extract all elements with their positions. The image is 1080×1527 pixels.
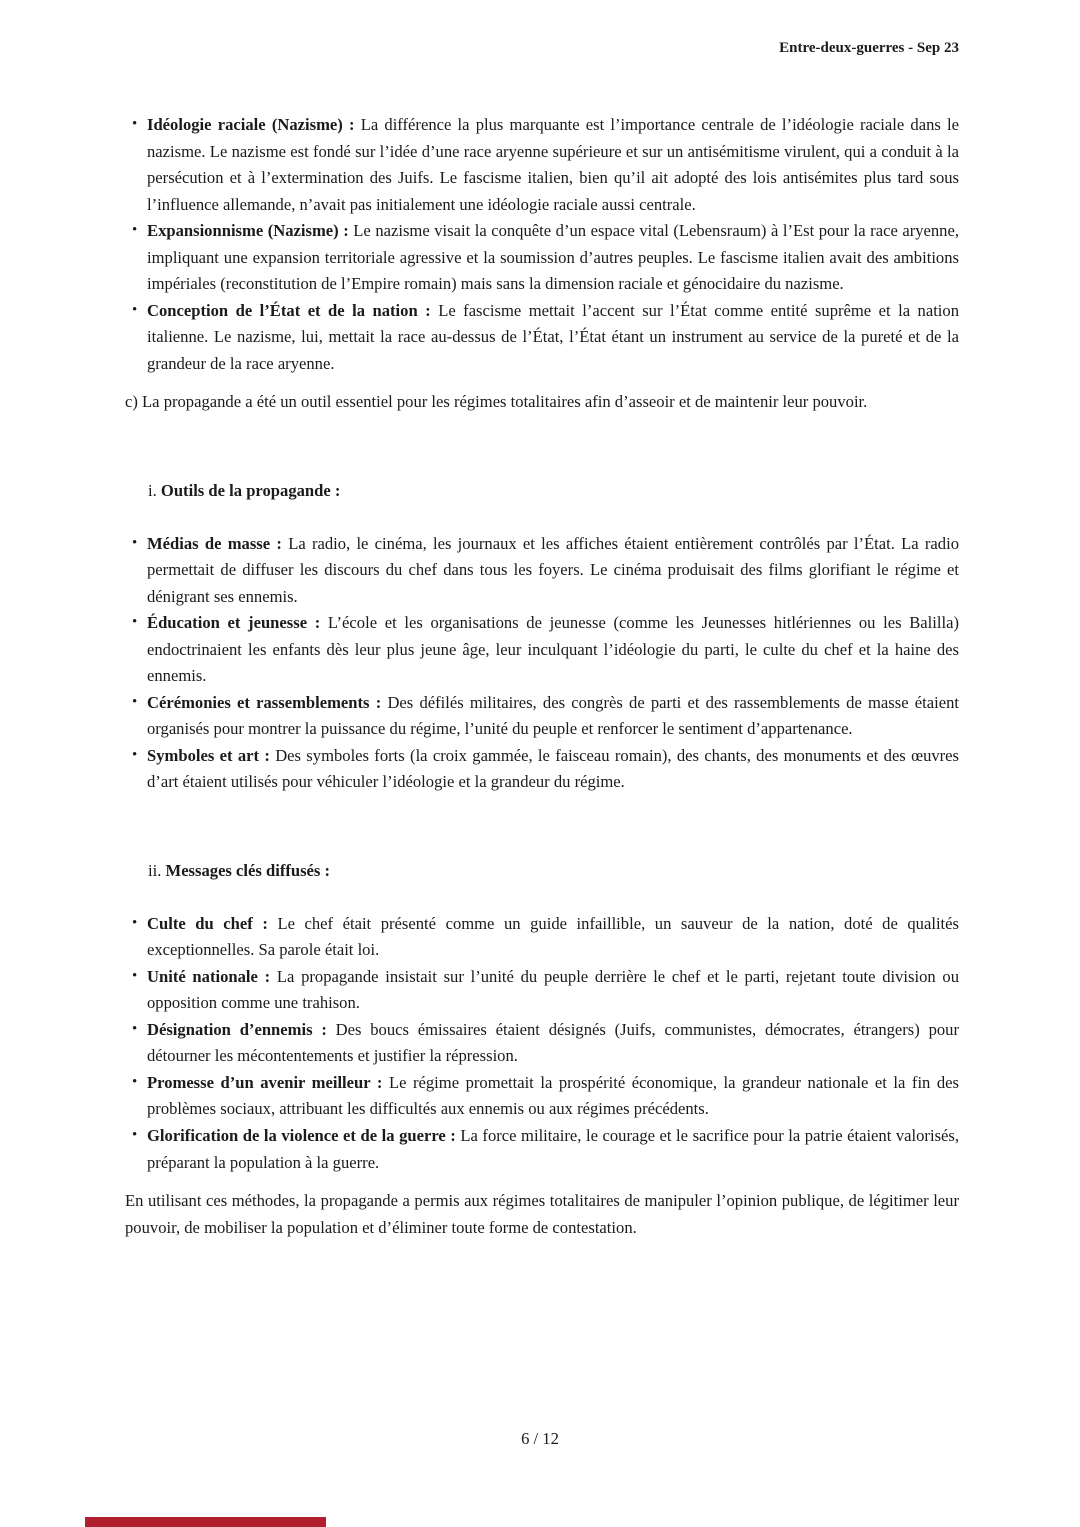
section-heading-ii [148, 858, 959, 885]
heading-title: Outils de la propagande : [160, 481, 341, 501]
item-lead: Expansionnisme (Nazisme) : [147, 221, 349, 241]
section-heading-i [148, 478, 959, 505]
list-item [147, 743, 959, 796]
list-item [147, 218, 959, 298]
item-lead: Conception de l’État et de la nation : [147, 300, 431, 320]
item-lead: Désignation d’ennemis : [147, 1019, 327, 1039]
heading-title: Messages clés diffusés : [165, 861, 331, 881]
list-item [147, 1017, 959, 1070]
item-lead: Unité nationale : [147, 966, 271, 986]
item-text: Le nazisme visait la conquête d’un espace vital (Lebensraum) à l’Est pour la race aryenne, impliquant une expansion territoriale agressive et la soumission d’autres peuples. Le fascisme italien avait des ambitions impériales (reconstitution de l’Empire romain) mais sans la dimension raciale et génocidaire du nazisme. [147, 221, 959, 294]
heading-numeral: i. [148, 481, 157, 501]
item-lead: Glorification de la violence et de la guerre : [147, 1125, 456, 1145]
running-header: Entre-deux-guerres - Sep 23 [779, 40, 959, 56]
list-item [147, 964, 959, 1017]
list-item [147, 112, 959, 218]
item-lead: Médias de masse : [147, 533, 282, 553]
page-number: 6 / 12 [521, 1429, 559, 1449]
item-text: La différence la plus marquante est l’importance centrale de l’idéologie raciale dans le nazisme. Le nazisme est fondé sur l’idée d’une race aryenne supérieure et sur un antisémitisme virulent, qui a conduit à la persécution et à l’extermination des Juifs. Le fascisme italien, bien qu’il ait adopté des lois antisémites plus tard sous l’influence allemande, n’avait pas initialement une idéologie raciale aussi centrale. [147, 115, 959, 214]
item-lead: Promesse d’un avenir meilleur : [147, 1072, 383, 1092]
item-text: Le régime promettait la prospérité économique, la grandeur nationale et la fin des problèmes sociaux, attribuant les difficultés aux ennemis ou aux régimes précédents. [147, 1072, 960, 1119]
bullet-list-outils [125, 531, 959, 796]
item-text: La radio, le cinéma, les journaux et les affiches étaient entièrement contrôlés par l’État. La radio permettait de diffuser les discours du chef dans tous les foyers. Le cinéma produisait des films glorifiant le régime et dénigrant ses ennemis. [147, 533, 960, 606]
document-content [125, 112, 959, 1241]
bullet-list-messages [125, 911, 959, 1176]
list-item [147, 690, 959, 743]
closing-paragraph: En utilisant ces méthodes, la propagande a permis aux régimes totalitaires de manipuler l’opinion publique, de légitimer leur pouvoir, de mobiliser la population et d’éliminer toute forme de contestation. [125, 1191, 959, 1237]
item-lead: Culte du chef : [147, 913, 268, 933]
item-lead: Cérémonies et rassemblements : [147, 692, 382, 712]
heading-numeral: ii. [148, 861, 162, 881]
item-text: L’école et les organisations de jeunesse (comme les Jeunesses hitlériennes ou les Balilla) endoctrinaient les enfants dès leur plus jeune âge, leur inculquant l’idéologie du parti, le culte du chef et la haine des ennemis. [147, 613, 959, 686]
item-text: Des boucs émissaires étaient désignés (Juifs, communistes, démocrates, étrangers) pour détourner les mécontentements et justifier la répression. [147, 1019, 959, 1066]
list-item [147, 531, 959, 611]
bullet-list-comparison [125, 112, 959, 377]
item-text: Des symboles forts (la croix gammée, le faisceau romain), des chants, des monuments et des œuvres d’art étaient utilisés pour véhiculer l’idéologie et la grandeur du régime. [147, 745, 960, 792]
item-text: Le fascisme mettait l’accent sur l’État comme entité suprême et la nation italienne. Le nazisme, lui, mettait la race au-dessus de l’État, l’État étant un instrument au service de la pureté et de la grandeur de la race aryenne. [147, 300, 960, 373]
list-item [147, 1070, 959, 1123]
item-lead: Symboles et art : [147, 745, 270, 765]
item-lead: Idéologie raciale (Nazisme) : [147, 115, 355, 134]
paragraph-c: c) La propagande a été un outil essentiel pour les régimes totalitaires afin d’asseoir et de maintenir leur pouvoir. [125, 392, 868, 412]
list-item [147, 610, 959, 690]
item-text: La propagande insistait sur l’unité du peuple derrière le chef et le parti, rejetant toute division ou opposition comme une trahison. [147, 966, 960, 1013]
item-text: Des défilés militaires, des congrès de parti et des rassemblements de masse étaient organisés pour montrer la puissance du régime, l’unité du peuple et renforcer le sentiment d’appartenance. [147, 692, 959, 739]
list-item [147, 1123, 959, 1176]
item-text: La force militaire, le courage et le sacrifice pour la patrie étaient valorisés, préparant la population à la guerre. [147, 1125, 959, 1172]
accent-bar [85, 1517, 326, 1527]
list-item [147, 298, 959, 378]
list-item [147, 911, 959, 964]
item-lead: Éducation et jeunesse : [147, 613, 321, 633]
item-text: Le chef était présenté comme un guide infaillible, un sauveur de la nation, doté de qualités exceptionnelles. Sa parole était loi. [147, 913, 959, 960]
